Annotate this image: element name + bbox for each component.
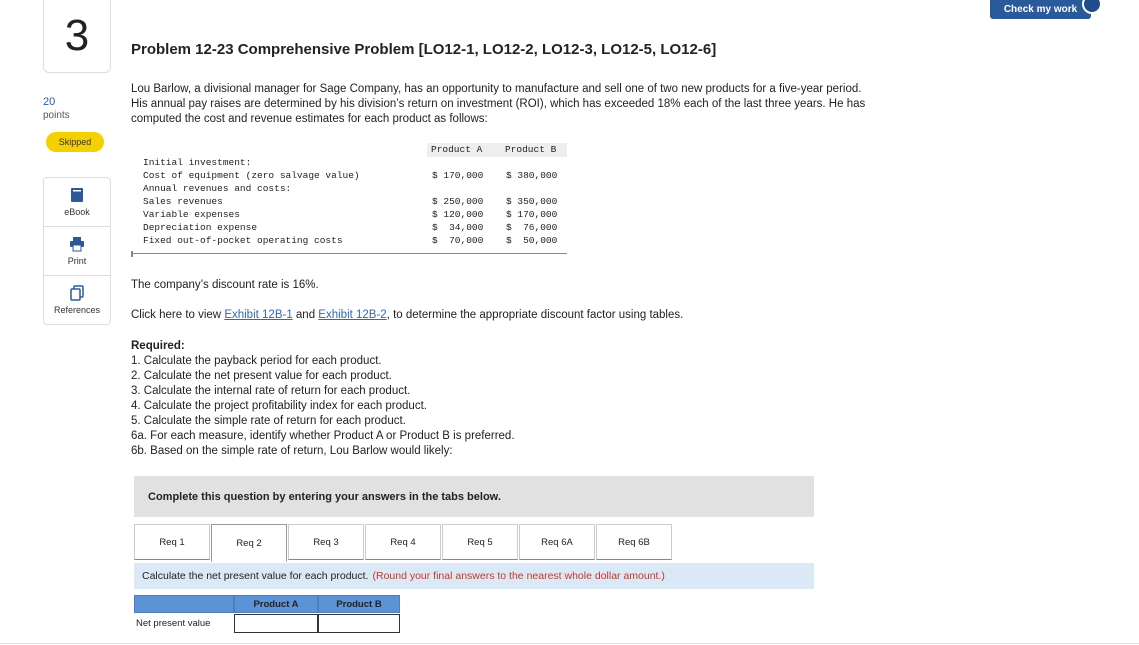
npv-row-label: Net present value <box>136 617 211 629</box>
instruction-bar <box>134 563 814 589</box>
instruction-note: (Round your final answers to the nearest whole dollar amount.) <box>372 570 665 582</box>
required-item: 2. Calculate the net present value for each product. <box>131 370 392 382</box>
status-badge: Skipped <box>46 132 104 152</box>
npv-product-b-input[interactable] <box>318 614 400 633</box>
row-label: Initial investment: <box>143 157 252 168</box>
print-button[interactable] <box>44 227 110 276</box>
row-value-a: $ 34,000 <box>432 222 484 233</box>
question-number: 3 <box>43 0 111 73</box>
tab-req-6b[interactable]: Req 6B <box>596 524 672 560</box>
complete-banner: Complete this question by entering your answers in the tabs below. <box>134 476 814 517</box>
required-item: 5. Calculate the simple rate of return for each product. <box>131 415 406 427</box>
row-label: Sales revenues <box>143 196 223 207</box>
npv-product-a-input[interactable] <box>234 614 318 633</box>
check-my-work-button[interactable]: Check my work <box>990 0 1091 19</box>
required-item: 1. Calculate the payback period for each product. <box>131 355 382 367</box>
question-nav-rail <box>0 0 110 645</box>
required-item: 4. Calculate the project profitability index for each product. <box>131 400 427 412</box>
exhibit-12b-2-link[interactable]: Exhibit 12B-2 <box>318 309 387 321</box>
exhibit-prefix: Click here to view <box>131 309 225 321</box>
required-list <box>131 339 515 459</box>
instruction-main: Calculate the net present value for each product. <box>142 570 369 582</box>
row-label: Depreciation expense <box>143 222 258 233</box>
bottom-divider <box>0 643 1139 644</box>
discount-rate-text: The company’s discount rate is 16%. <box>131 279 319 291</box>
tool-panel <box>43 177 111 325</box>
info-dot-icon[interactable] <box>1082 0 1102 14</box>
row-value-b: $ 350,000 <box>506 196 558 207</box>
row-value-a: $ 170,000 <box>432 170 484 181</box>
exhibit-line <box>131 309 683 321</box>
problem-title: Problem 12-23 Comprehensive Problem [LO12-1, LO12-2, LO12-3, LO12-5, LO12-6] <box>131 41 717 58</box>
answer-header-blank <box>134 595 234 613</box>
references-icon <box>70 285 84 301</box>
estimates-table <box>131 143 567 258</box>
required-item: 3. Calculate the internal rate of return for each product. <box>131 385 411 397</box>
required-heading: Required: <box>131 340 185 352</box>
tab-req-2[interactable]: Req 2 <box>211 524 287 562</box>
required-item: 6a. For each measure, identify whether Product A or Product B is preferred. <box>131 430 515 442</box>
req-tabs <box>134 524 673 562</box>
tab-req-6a[interactable]: Req 6A <box>519 524 595 560</box>
table-divider-tick <box>131 251 133 257</box>
row-value-a: $ 250,000 <box>432 196 484 207</box>
problem-intro: Lou Barlow, a divisional manager for Sage Company, has an opportunity to manufacture and sell one of two new products for a five-year period. His annual pay raises are determined by his division’s return on investment (ROI), which has exceeded 18% each of the last three years. He has computed the cost and revenue estimates for each product as follows: <box>131 83 866 125</box>
tab-req-3[interactable]: Req 3 <box>288 524 364 560</box>
printer-icon <box>69 236 85 252</box>
exhibit-mid: and <box>292 309 319 321</box>
references-button[interactable] <box>44 276 110 324</box>
points-label: points <box>43 110 70 121</box>
row-value-b: $ 76,000 <box>506 222 558 233</box>
print-label: Print <box>67 256 87 266</box>
required-item: 6b. Based on the simple rate of return, Lou Barlow would likely: <box>131 445 453 457</box>
answer-header-product-b: Product B <box>318 595 400 613</box>
ebook-label: eBook <box>64 207 90 217</box>
exhibit-12b-1-link[interactable]: Exhibit 12B-1 <box>224 309 293 321</box>
table-divider <box>131 253 567 254</box>
answer-header-product-a: Product A <box>234 595 318 613</box>
row-value-a: $ 70,000 <box>432 235 484 246</box>
row-label: Variable expenses <box>143 209 240 220</box>
row-value-b: $ 50,000 <box>506 235 558 246</box>
points-value: 20 <box>43 96 56 108</box>
row-label: Annual revenues and costs: <box>143 183 292 194</box>
row-label: Cost of equipment (zero salvage value) <box>143 170 360 181</box>
header-product-b: Product B <box>505 144 557 155</box>
row-value-a: $ 120,000 <box>432 209 484 220</box>
references-label: References <box>53 305 101 315</box>
book-icon <box>70 187 84 203</box>
tab-req-4[interactable]: Req 4 <box>365 524 441 560</box>
tab-req-5[interactable]: Req 5 <box>442 524 518 560</box>
row-label: Fixed out-of-pocket operating costs <box>143 235 343 246</box>
row-value-b: $ 380,000 <box>506 170 558 181</box>
tab-req-1[interactable]: Req 1 <box>134 524 210 560</box>
ebook-button[interactable] <box>44 178 110 227</box>
header-product-a: Product A <box>431 144 483 155</box>
exhibit-suffix: , to determine the appropriate discount factor using tables. <box>386 309 684 321</box>
row-value-b: $ 170,000 <box>506 209 558 220</box>
